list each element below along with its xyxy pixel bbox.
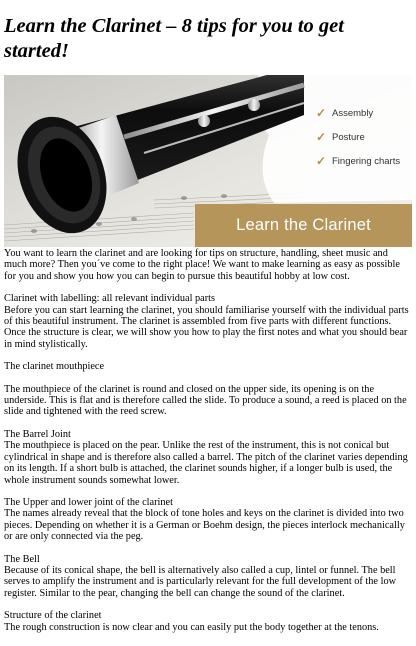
section-heading: Clarinet with labelling: all relevant individual parts [4,293,216,305]
section-bell [4,554,412,600]
section-heading: The Barrel Joint [4,428,71,440]
article [0,14,416,633]
checkmark-icon: ✓ [316,154,327,168]
article-body [4,248,412,633]
section-joints [4,497,412,543]
hero-image [4,75,412,247]
checklist-item: ✓ Fingering charts [316,154,401,168]
checkmark-icon: ✓ [316,130,327,144]
section-text: The mouthpiece of the clarinet is round and closed on the upper side, its opening is on the underside. This is flat and is therefore called the slide. To produce a sound, a reed is placed on the slide and tightened with the reed screw. [4,383,407,418]
section-text: The names already reveal that the block of tone holes and keys on the clarinet is divided into two pieces. Depending on whether it is a German or Boehm design, the pieces interlock mechanically or are only connected via the peg. [4,508,405,543]
section-text: Because of its conical shape, the bell is alternatively also called a cup, lintel or funnel. The bell serves to amplify the instrument and is particularly relevant for the full development of the low register. Similar to the pear, changing the bell can change the sound of the clarinet. [4,564,397,599]
intro-paragraph: You want to learn the clarinet and are looking for tips on structure, handling, sheet music and much more? Then you´ve come to the right place! We want to make learning as easy as possible for you and show you how you can begin to pursue this beautiful hobby at low cost. [4,248,400,282]
section-barrel [4,429,412,486]
section-text: Before you can start learning the clarinet, you should familiarise yourself with the individual parts of this beautiful instrument. The clarinet is assembled from five parts with different functions. Once the structure is clear, we will show you how to play the first notes and what you should bear in mind stylistically. [4,304,409,350]
section-structure [4,610,412,633]
section-text: The mouthpiece is placed on the pear. Unlike the rest of the instrument, this is not conical but cylindrical in shape and is therefore also called a barrel. The pitch of the clarinet varies depending on its length. If a short bulb is attached, the clarinet sounds higher, if a longer bulb is used, the whole instrument sounds somewhat lower. [4,440,408,486]
checklist-item: ✓ Assembly [316,106,374,120]
section-heading: The Upper and lower joint of the clarinet [4,496,173,508]
section-parts [4,293,412,350]
hero-banner: Learn the Clarinet [195,204,412,247]
section-heading: The clarinet mouthpiece [4,361,105,373]
section-text: The rough construction is now clear and you can easily put the body together at the tenons. [4,621,379,633]
section-heading: Structure of the clarinet [4,610,102,622]
checkmark-icon: ✓ [316,106,327,120]
checklist-item: ✓ Posture [316,130,365,144]
feature-checklist [316,101,400,173]
section-mouthpiece [4,384,412,418]
section-mouthpiece-heading [4,361,412,372]
section-heading: The Bell [4,553,40,565]
page-title: Learn the Clarinet – 8 tips for you to get started! [4,15,344,62]
